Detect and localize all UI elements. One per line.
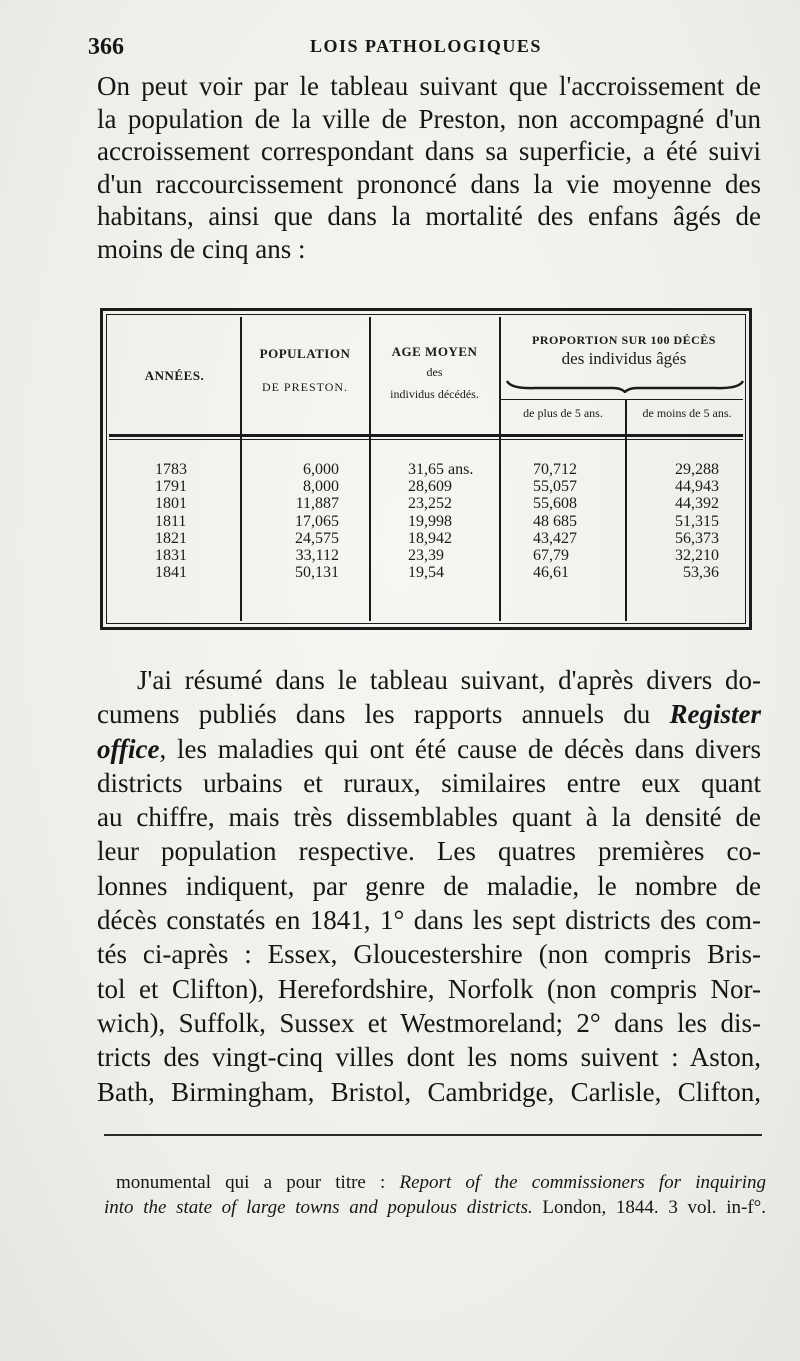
plus5-column bbox=[533, 461, 577, 581]
second-paragraph bbox=[97, 663, 761, 1109]
population-cell: 8,000 bbox=[303, 478, 339, 496]
preston-table bbox=[100, 308, 752, 630]
text-line: au chiffre, mais très dissemblables quant à la densité de bbox=[97, 802, 761, 833]
text-line: wich), Suffolk, Sussex et Westmoreland; 2° dans les dis- bbox=[97, 1007, 761, 1038]
text-line: On peut voir par le tableau suivant que l'accroissement de bbox=[97, 71, 761, 101]
column-rule bbox=[240, 317, 242, 621]
footnote-line bbox=[104, 1195, 766, 1220]
column-rule bbox=[499, 317, 501, 621]
plus5-cell: 55,608 bbox=[533, 495, 577, 513]
intro-paragraph bbox=[97, 70, 761, 266]
population-cell: 11,887 bbox=[295, 495, 339, 513]
header-age-des: des bbox=[426, 365, 443, 379]
text-line bbox=[97, 697, 761, 731]
plus5-cell: 43,427 bbox=[533, 529, 577, 547]
brace-icon bbox=[505, 379, 745, 393]
year-cell: 1831 bbox=[155, 547, 187, 565]
header-population: POPULATION bbox=[259, 346, 351, 361]
footnote-publication: London, 1844. 3 vol. in-f°. bbox=[532, 1197, 766, 1218]
italic-term: office bbox=[97, 733, 160, 764]
age-cell: 28,609 bbox=[408, 478, 452, 496]
footnote-text: monumental qui a pour titre : bbox=[116, 1172, 400, 1193]
age-cell: 23,252 bbox=[408, 495, 452, 513]
age-cell: 31,65 ans. bbox=[408, 461, 474, 478]
text-line: leur population respective. Les quatres premières co- bbox=[97, 836, 761, 867]
header-rule bbox=[109, 439, 743, 440]
plus5-cell: 67,79 bbox=[533, 547, 569, 565]
footnote-line bbox=[104, 1170, 766, 1195]
age-cell: 19,998 bbox=[408, 512, 452, 530]
moins5-cell: 44,943 bbox=[675, 478, 719, 496]
column-rule bbox=[369, 317, 371, 621]
moins5-cell: 32,210 bbox=[675, 547, 719, 565]
text-line: J'ai résumé dans le tableau suivant, d'après divers do- bbox=[137, 665, 761, 695]
year-cell: 1801 bbox=[155, 495, 187, 513]
text-line: tés ci-après : Essex, Gloucestershire (non compris Bris- bbox=[97, 939, 761, 970]
plus5-cell: 70,712 bbox=[533, 461, 577, 478]
moins5-cell: 44,392 bbox=[675, 495, 719, 513]
footnote-title: into the state of large towns and populous districts. bbox=[104, 1197, 533, 1218]
running-title: LOIS PATHOLOGIQUES bbox=[310, 36, 542, 56]
header-proportion-sub: des individus âgés bbox=[561, 349, 687, 368]
plus5-cell: 55,057 bbox=[533, 478, 577, 496]
population-column bbox=[273, 461, 339, 581]
plus5-cell: 46,61 bbox=[533, 564, 569, 582]
age-cell: 23,39 bbox=[408, 547, 444, 565]
moins5-cell: 56,373 bbox=[675, 529, 719, 547]
population-cell: 17,065 bbox=[295, 512, 339, 530]
text-line: habitans, ainsi que dans la mortalité des enfans âgés de bbox=[97, 201, 761, 232]
moins5-cell: 29,288 bbox=[675, 461, 719, 478]
year-cell: 1791 bbox=[155, 478, 187, 496]
year-cell: 1783 bbox=[155, 461, 187, 478]
text-line: office, les maladies qui ont été cause de décès dans divers bbox=[97, 733, 761, 764]
header-population-sub: DE PRESTON. bbox=[261, 380, 349, 394]
text-line: tol et Clifton), Herefordshire, Norfolk (non compris Nor- bbox=[97, 973, 761, 1004]
moins5-cell: 51,315 bbox=[675, 512, 719, 530]
text-fragment: cumens publiés dans les rapports annuels du Register bbox=[97, 699, 761, 730]
year-cell: 1821 bbox=[155, 529, 187, 547]
text-line: tricts des vingt-cinq villes dont les noms suivent : Aston, bbox=[97, 1042, 761, 1073]
text-line: Bath, Birmingham, Bristol, Cambridge, Carlisle, Clifton, bbox=[97, 1076, 761, 1107]
header-rule bbox=[109, 434, 743, 437]
population-cell: 24,575 bbox=[295, 529, 339, 547]
text-line: d'un raccourcissement prononcé dans la vie moyenne des bbox=[97, 168, 761, 199]
years-column bbox=[155, 461, 187, 581]
text-line: districts urbains et ruraux, similaires entre eux quant bbox=[97, 767, 761, 798]
age-cell: 19,54 bbox=[408, 564, 444, 582]
header-age: AGE MOYEN bbox=[391, 344, 478, 359]
footnote bbox=[104, 1170, 766, 1220]
header-moins5: de moins de 5 ans. bbox=[642, 406, 732, 420]
text-line: lonnes indiquent, par genre de maladie, le nombre de bbox=[97, 870, 761, 901]
plus5-cell: 48 685 bbox=[533, 512, 577, 530]
moins5-cell: 53,36 bbox=[683, 564, 719, 582]
population-cell: 6,000 bbox=[303, 461, 339, 478]
header-annees: ANNÉES. bbox=[144, 368, 205, 383]
header-proportion: PROPORTION SUR 100 DÉCÈS bbox=[532, 333, 716, 347]
population-cell: 50,131 bbox=[295, 564, 339, 582]
population-cell: 33,112 bbox=[295, 547, 339, 565]
year-cell: 1811 bbox=[155, 512, 187, 530]
age-column bbox=[408, 461, 473, 581]
moins5-column bbox=[663, 461, 719, 581]
year-cell: 1841 bbox=[155, 564, 187, 582]
page-number: 366 bbox=[88, 34, 124, 60]
age-cell: 18,942 bbox=[408, 529, 452, 547]
text-line: accroissement correspondant dans sa superficie, a été suivi bbox=[97, 136, 761, 167]
text-line: la population de la ville de Preston, non accompagné d'un bbox=[97, 103, 761, 134]
italic-term: Register bbox=[669, 699, 761, 730]
running-head bbox=[88, 34, 768, 60]
header-plus5: de plus de 5 ans. bbox=[523, 406, 603, 420]
text-line: décès constatés en 1841, 1° dans les sept districts des com- bbox=[97, 905, 761, 936]
header-age-sub: individus décédés. bbox=[390, 387, 479, 401]
footnote-rule bbox=[104, 1134, 762, 1136]
proportion-rule bbox=[501, 399, 743, 400]
column-rule bbox=[625, 400, 627, 621]
footnote-title: Report of the commissioners for inquiring bbox=[399, 1172, 766, 1193]
text-line: moins de cinq ans : bbox=[97, 233, 306, 264]
